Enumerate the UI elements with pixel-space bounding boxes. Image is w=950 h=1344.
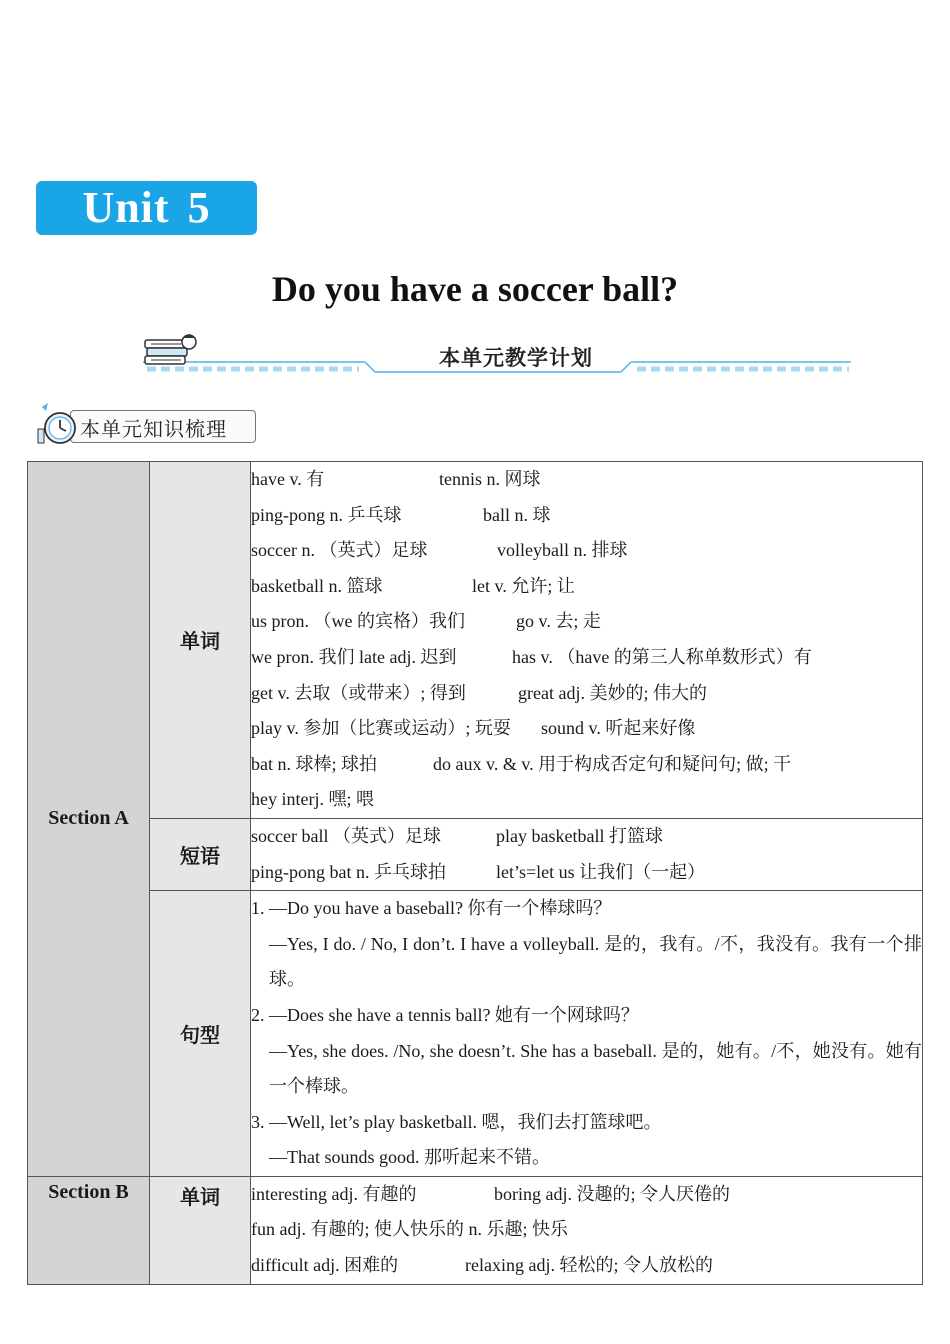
- knowledge-section-header: [36, 403, 256, 443]
- phrase-entry: let’s=let us 让我们（一起）: [496, 861, 706, 882]
- section-b-cell: Section B: [28, 1176, 150, 1284]
- table-row: [28, 1176, 923, 1284]
- plan-banner-label: 本单元教学计划: [439, 346, 593, 370]
- sentence-question: 1. —Do you have a baseball? 你有一个棒球吗？: [251, 898, 612, 919]
- vocab-entry: do aux v. & v. 用于构成否定句和疑问句; 做; 干: [433, 753, 792, 774]
- sentence-answer: —That sounds good. 那听起来不错。: [269, 1147, 550, 1168]
- vocab-entry: boring adj. 没趣的; 令人厌倦的: [494, 1183, 730, 1204]
- vocab-entry: have v. 有: [251, 469, 325, 489]
- knowledge-label: 本单元知识梳理: [80, 417, 227, 441]
- table-row: [28, 891, 923, 1177]
- section-a-phrases-label: 短语: [150, 818, 251, 890]
- vocab-entry: play v. 参加（比赛或运动）; 玩耍: [251, 718, 511, 739]
- vocab-entry: relaxing adj. 轻松的; 令人放松的: [465, 1255, 713, 1276]
- sentence-question: 3. —Well, let’s play basketball. 嗯，我们去打篮球吧。: [251, 1111, 662, 1132]
- books-icon: [143, 334, 201, 370]
- vocab-entry: difficult adj. 困难的: [251, 1255, 399, 1276]
- vocab-entry: sound v. 听起来好像: [541, 718, 696, 739]
- phrase-entry: ping-pong bat n. 乒乓球拍: [251, 861, 446, 882]
- section-b-vocab-label: 单词: [150, 1176, 251, 1284]
- vocab-entry: get v. 去取（或带来）; 得到: [251, 682, 466, 703]
- section-a-sentences-label: 句型: [150, 891, 251, 1177]
- table-row: [28, 818, 923, 890]
- clock-icon: [36, 403, 78, 445]
- section-a-vocab-content: [251, 462, 923, 819]
- section-a-phrases-content: [251, 818, 923, 890]
- vocab-entry: interesting adj. 有趣的: [251, 1183, 417, 1204]
- vocab-entry: let v. 允许; 让: [472, 575, 575, 596]
- vocab-entry: great adj. 美妙的; 伟大的: [518, 682, 707, 703]
- vocab-entry: basketball n. 篮球: [251, 575, 383, 596]
- sentence-answer: —Yes, I do. / No, I don’t. I have a volleyball. 是的，我有。/不，我没有。我有一个排球。: [269, 933, 922, 990]
- vocab-entry: has v. （have 的第三人称单数形式）有: [512, 646, 812, 667]
- unit-knowledge-table: [27, 461, 923, 1285]
- sentence-answer: —Yes, she does. /No, she doesn’t. She has a baseball. 是的，她有。/不，她没有。她有一个棒球。: [269, 1040, 922, 1097]
- plan-banner: [143, 334, 851, 376]
- section-a-cell: Section A: [28, 462, 150, 1177]
- vocab-entry: hey interj. 嘿; 喂: [251, 789, 374, 810]
- phrase-entry: play basketball 打篮球: [496, 825, 663, 846]
- unit-word: Unit: [82, 183, 170, 232]
- vocab-entry: tennis n. 网球: [439, 469, 541, 489]
- vocab-entry: go v. 去; 走: [516, 611, 601, 632]
- phrase-entry: soccer ball （英式）足球: [251, 825, 441, 846]
- section-b-vocab-content: [251, 1176, 923, 1284]
- vocab-entry: we pron. 我们 late adj. 迟到: [251, 646, 457, 667]
- unit-number: 5: [187, 183, 211, 232]
- table-row: [28, 462, 923, 819]
- vocab-entry: us pron. （we 的宾格）我们: [251, 611, 465, 632]
- vocab-entry: ball n. 球: [483, 504, 551, 525]
- vocab-entry: volleyball n. 排球: [497, 540, 628, 561]
- sentence-question: 2. —Does she have a tennis ball? 她有一个网球吗？: [251, 1004, 639, 1025]
- page-title: Do you have a soccer ball?: [271, 269, 679, 309]
- vocab-entry: bat n. 球棒; 球拍: [251, 753, 377, 774]
- vocab-entry: ping-pong n. 乒乓球: [251, 504, 402, 525]
- section-a-vocab-label: 单词: [150, 462, 251, 819]
- vocab-entry: soccer n. （英式）足球: [251, 540, 428, 561]
- vocab-entry: fun adj. 有趣的; 使人快乐的 n. 乐趣; 快乐: [251, 1219, 568, 1240]
- unit-badge: [36, 181, 257, 235]
- section-a-sentences-content: [251, 891, 923, 1177]
